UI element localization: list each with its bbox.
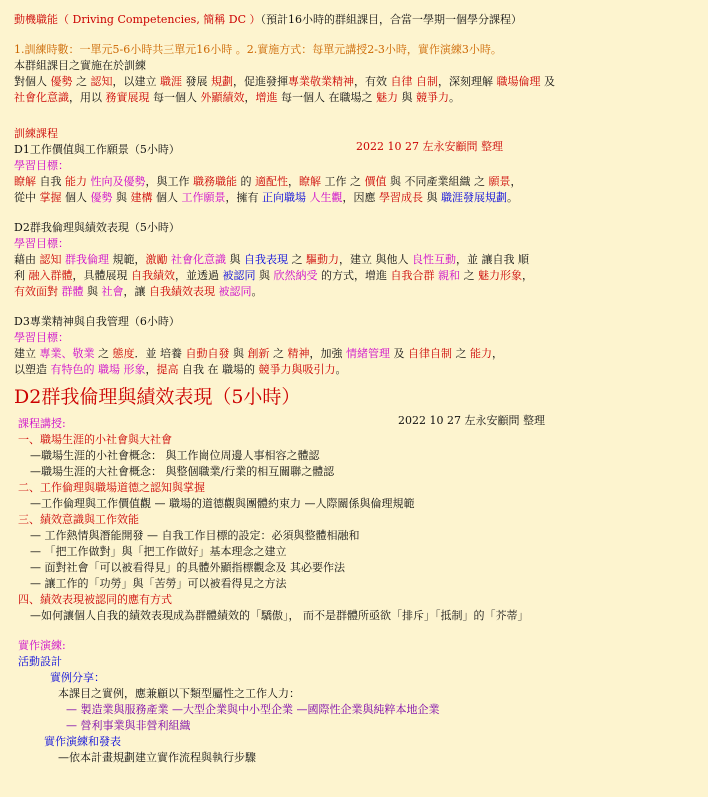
text-segment: 之 bbox=[452, 347, 470, 360]
lecture-item: — 讓工作的「功勞」與「苦勞」可以被看得見之方法 bbox=[30, 577, 287, 590]
text-segment: 自我表現 bbox=[244, 253, 288, 266]
training-heading: 訓練課程 bbox=[14, 127, 58, 140]
lecture-item: —如何讓個人自我的績效表現成為群體績效的「驕傲」， 而不是群體所亟欲「排斥」「抵制」的「芥蒂」 bbox=[30, 609, 529, 622]
text-segment: 規範， bbox=[109, 253, 146, 266]
document-title bbox=[14, 12, 694, 28]
text-segment: ，深刻理解 bbox=[438, 75, 497, 88]
text-segment: ，並透過 bbox=[175, 269, 223, 282]
text-segment: 被認同 bbox=[222, 269, 256, 282]
d1-goal-label: 學習目標： bbox=[14, 159, 69, 172]
text-segment: ，擁有 bbox=[225, 191, 262, 204]
d3-goal-label: 學習目標： bbox=[14, 331, 69, 344]
text-segment: 自制 bbox=[416, 75, 438, 88]
case-types: — 製造業與服務產業 —大型企業與中小型企業 —國際性企業與純粹本地企業 bbox=[66, 703, 440, 716]
text-segment: 工作願景 bbox=[181, 191, 226, 204]
text-segment: 自我 bbox=[36, 175, 65, 188]
text-segment: 掌握 bbox=[39, 191, 62, 204]
text-segment: 有效面對 bbox=[14, 285, 58, 298]
case-desc: 本課目之實例，應兼顧以下類型屬性之工作人力： bbox=[58, 687, 300, 700]
signature-bottom: 2022 10 27 左永安顧問 整理 bbox=[398, 414, 545, 427]
text-segment: 與 bbox=[255, 269, 274, 282]
text-segment: 群我倫理 bbox=[65, 253, 109, 266]
text-segment: 願景 bbox=[488, 175, 511, 188]
text-segment: 的 bbox=[237, 175, 255, 188]
text-segment: ，因應 bbox=[342, 191, 379, 204]
text-segment: 良性互動 bbox=[412, 253, 456, 266]
text-segment: 社會化意識 bbox=[171, 253, 226, 266]
lecture-item: 四、績效表現被認同的應有方式 bbox=[18, 593, 172, 606]
text-segment: 魅力 bbox=[376, 91, 398, 104]
text-segment: 能力 bbox=[65, 175, 87, 188]
practice-label: 實作演練: bbox=[18, 639, 66, 652]
text-segment: 親和 bbox=[438, 269, 460, 282]
text-segment: 融入群體 bbox=[28, 269, 73, 282]
text-segment: ， bbox=[244, 91, 256, 104]
text-segment: 精神 bbox=[287, 347, 310, 360]
lecture-item: 一、職場生涯的小社會與大社會 bbox=[18, 433, 172, 446]
text-segment: 優勢 bbox=[90, 191, 113, 204]
text-segment: 每一個人 在職場之 bbox=[277, 91, 376, 104]
text-segment: 之 bbox=[72, 75, 91, 88]
text-segment: ，具體展現 bbox=[72, 269, 131, 282]
text-segment: 。 bbox=[449, 91, 460, 104]
d1-title: D1工作價值與工作願景（5小時） bbox=[14, 143, 180, 156]
text-segment: ，促進發揮 bbox=[233, 75, 288, 88]
title-text: 動機職能（ Driving Competencies, 簡稱 DC ） bbox=[14, 13, 261, 26]
text-segment: ．並 培養 bbox=[134, 347, 186, 360]
text-segment: 職場倫理 bbox=[496, 75, 541, 88]
text-segment: 創新 bbox=[247, 347, 270, 360]
lecture-item: —職場生涯的小社會概念： 與工作崗位周邊人事相容之體認 bbox=[30, 449, 320, 462]
lecture-item: —職場生涯的大社會概念： 與整個職業/行業的相互關聯之體認 bbox=[30, 465, 335, 478]
intro-line-3 bbox=[14, 74, 694, 90]
text-segment: ，加強 bbox=[309, 347, 346, 360]
text-segment: 價值 bbox=[364, 175, 387, 188]
case-types-2: — 營利事業與非營利組織 bbox=[66, 719, 191, 732]
text-segment: 利 bbox=[14, 269, 29, 282]
text-segment: 之 bbox=[269, 347, 288, 360]
lecture-item: 三、績效意識與工作效能 bbox=[18, 513, 139, 526]
text-segment: 與 bbox=[423, 191, 441, 204]
signature-top: 2022 10 27 左永安顧問 整理 bbox=[356, 140, 503, 153]
text-segment: 專業、敬業 bbox=[39, 347, 95, 360]
d1-goal-line-2 bbox=[14, 190, 694, 206]
text-segment: 瞭解 bbox=[299, 175, 321, 188]
text-segment: ， bbox=[288, 175, 299, 188]
text-segment: 增進 bbox=[255, 91, 278, 104]
text-segment: 專業敬業精神 bbox=[288, 75, 354, 88]
lecture-label: 課程講授: bbox=[18, 417, 66, 430]
lecture-item: —工作倫理與工作價值觀 — 職場的道德觀與團體約束力 —人際關係與倫理規範 bbox=[30, 497, 415, 510]
lecture-item: 二、工作倫理與職場道德之認知與掌握 bbox=[18, 481, 205, 494]
text-segment: ， bbox=[492, 347, 503, 360]
text-segment: 個人 bbox=[152, 191, 182, 204]
d3-goal-line-1 bbox=[14, 346, 694, 362]
text-segment: 自我合群 bbox=[390, 269, 435, 282]
activity-label: 活動設計 bbox=[18, 655, 62, 668]
lecture-row bbox=[14, 416, 694, 432]
text-segment: 發展 bbox=[182, 75, 211, 88]
text-segment: 能力 bbox=[470, 347, 492, 360]
lecture-item: — 「把工作做對」與「把工作做好」基本理念之建立 bbox=[30, 545, 287, 558]
text-segment: 與 bbox=[398, 91, 416, 104]
text-segment: 個人 bbox=[61, 191, 91, 204]
d2-goal-line-3 bbox=[14, 284, 694, 300]
case-label: 實例分享： bbox=[50, 671, 105, 684]
text-segment: 建立 bbox=[14, 347, 40, 360]
text-segment: 外顯績效 bbox=[200, 91, 245, 104]
text-segment: 欣然納受 bbox=[273, 269, 318, 282]
text-segment: 社會 bbox=[101, 285, 124, 298]
text-segment: 。 bbox=[251, 285, 263, 298]
text-segment: ，讓 bbox=[123, 285, 149, 298]
text-segment: 認知 bbox=[39, 253, 62, 266]
text-segment: 競爭力 bbox=[416, 91, 449, 104]
text-segment: 以塑造 bbox=[14, 363, 51, 376]
text-segment: 魅力形象 bbox=[478, 269, 522, 282]
d2-title: D2群我倫理與績效表現（5小時） bbox=[14, 221, 180, 234]
text-segment: ，用以 bbox=[69, 91, 106, 104]
text-segment: 認知 bbox=[90, 75, 113, 88]
text-segment: 規劃 bbox=[211, 75, 233, 88]
text-segment: 自我 在 職場的 bbox=[178, 363, 259, 376]
text-segment: 自動自發 bbox=[185, 347, 230, 360]
text-segment: 從中 bbox=[14, 191, 40, 204]
text-segment: 及 bbox=[390, 347, 408, 360]
lecture-item: — 面對社會「可以被看得見」的具體外顯指標觀念及 其必要作法 bbox=[30, 561, 345, 574]
text-segment: 與 bbox=[83, 285, 102, 298]
text-segment: 之 bbox=[460, 269, 478, 282]
text-segment: 之 bbox=[94, 347, 113, 360]
text-segment: 及 bbox=[540, 75, 555, 88]
text-segment: 適配性 bbox=[255, 175, 288, 188]
title-note: （預計16小時的群組課目，合當一學期一個學分課程） bbox=[260, 13, 523, 26]
text-segment: 職涯 bbox=[160, 75, 182, 88]
text-segment: ，有效 bbox=[354, 75, 391, 88]
text-segment: 自我績效 bbox=[131, 269, 175, 282]
text-segment: 性向及優勢 bbox=[90, 175, 146, 188]
text-segment: 有特色的 bbox=[50, 363, 95, 376]
text-segment: 學習成長 bbox=[379, 191, 423, 204]
text-segment: 競爭力與吸引力 bbox=[258, 363, 336, 376]
d2-goal-line-2 bbox=[14, 268, 694, 284]
intro-line-4 bbox=[14, 90, 694, 106]
text-segment: 形象 bbox=[123, 363, 146, 376]
text-segment: 職涯發展規劃 bbox=[441, 191, 507, 204]
drill-desc: —依本計畫規劃建立實作流程與執行步驟 bbox=[58, 751, 256, 764]
text-segment: ， bbox=[522, 269, 533, 282]
text-segment: 工作 之 bbox=[321, 175, 365, 188]
text-segment: 務實展現 bbox=[105, 91, 150, 104]
d2-goal-label: 學習目標： bbox=[14, 237, 69, 250]
text-segment: 群體 bbox=[61, 285, 84, 298]
text-segment: ， bbox=[510, 175, 522, 188]
text-segment: 提高 bbox=[156, 363, 179, 376]
drill-label: 實作演練和發表 bbox=[44, 735, 121, 748]
text-segment: 與 bbox=[112, 191, 131, 204]
text-segment: 建構 bbox=[130, 191, 153, 204]
text-segment: 。 bbox=[335, 363, 347, 376]
text-segment: ， bbox=[145, 363, 157, 376]
text-segment: 與 bbox=[229, 347, 248, 360]
d2-goal-line-1 bbox=[14, 252, 694, 268]
d1-title-row bbox=[14, 142, 694, 158]
text-segment: 之 bbox=[288, 253, 306, 266]
text-segment: ，以建立 bbox=[112, 75, 160, 88]
text-segment: 自律自制 bbox=[408, 347, 452, 360]
text-segment: 人生觀 bbox=[309, 191, 343, 204]
d3-title: D3專業精神與自我管理（6小時） bbox=[14, 315, 180, 328]
text-segment: 激勵 bbox=[145, 253, 168, 266]
text-segment: 對個人 bbox=[14, 75, 51, 88]
text-segment: 態度 bbox=[112, 347, 135, 360]
d3-goal-line-2 bbox=[14, 362, 694, 378]
section-big-title: D2群我倫理與績效表現（5小時） bbox=[14, 386, 301, 408]
text-segment: 自我績效表現 bbox=[149, 285, 215, 298]
text-segment: 社會化意識 bbox=[14, 91, 69, 104]
text-segment: 。 bbox=[507, 191, 518, 204]
text-segment: ，建立 與他人 bbox=[339, 253, 412, 266]
lecture-item: — 工作熱情與潛能開發 — 自我工作目標的設定：必須與整體相融和 bbox=[30, 529, 360, 542]
d1-goal-line-1 bbox=[14, 174, 694, 190]
text-segment: 情緒管理 bbox=[346, 347, 390, 360]
text-segment: 驅動力 bbox=[306, 253, 339, 266]
text-segment: ，並 讓自我 順 bbox=[456, 253, 529, 266]
text-segment: 的方式，增進 bbox=[317, 269, 391, 282]
text-segment: 每一個人 bbox=[149, 91, 201, 104]
text-segment: 正向職場 bbox=[262, 191, 306, 204]
training-hours: 1.訓練時數：一單元5-6小時共三單元16小時 。2.實施方式：每單元講授2-3小時，實作演練3小時。 bbox=[14, 43, 502, 56]
text-segment: 瞭解 bbox=[14, 175, 36, 188]
text-segment: 與 bbox=[226, 253, 244, 266]
text-segment: 藉由 bbox=[14, 253, 40, 266]
text-segment: 職務職能 bbox=[193, 175, 237, 188]
text-segment: 被認同 bbox=[218, 285, 252, 298]
intro-line-2: 本群組課目之實施在於訓練 bbox=[14, 59, 146, 72]
text-segment: ，與工作 bbox=[145, 175, 193, 188]
text-segment: 優勢 bbox=[50, 75, 73, 88]
text-segment: 職場 bbox=[98, 363, 120, 376]
text-segment: 自律 bbox=[390, 75, 413, 88]
lecture-items bbox=[14, 432, 694, 624]
text-segment: 與 不同產業組織 之 bbox=[386, 175, 489, 188]
